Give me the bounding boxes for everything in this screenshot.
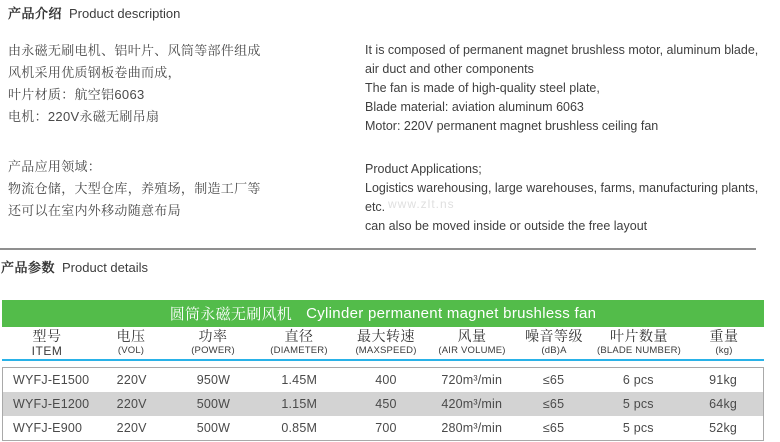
- cell-diameter: 0.85M: [281, 421, 318, 435]
- cell-noise: ≤65: [542, 397, 565, 411]
- cell-airvolume: 280m³/min: [441, 421, 503, 435]
- watermark: www.zlt.ns: [388, 197, 455, 211]
- column-header-noise: [514, 329, 594, 357]
- section-title-product-details: [1, 257, 148, 276]
- column-header-en: ITEM: [31, 344, 63, 358]
- table-banner: [2, 300, 764, 327]
- cell-diameter: 1.45M: [281, 373, 318, 387]
- column-header-zh: 功率: [198, 328, 228, 344]
- cell-weight: 52kg: [709, 421, 738, 435]
- cell-item: WYFJ-E900: [13, 421, 83, 435]
- intro-text-en: [365, 41, 758, 136]
- intro-en-line: Motor: 220V permanent magnet brushless ceiling fan: [365, 119, 659, 133]
- cell-power: 500W: [196, 421, 231, 435]
- column-header-voltage: [92, 329, 170, 357]
- applications-zh-line: 物流仓储，大型仓库，养殖场，制造工厂等: [8, 181, 261, 196]
- header-accent-line: [2, 359, 764, 361]
- applications-en-line: Logistics warehousing, large warehouses, farms, manufacturing plants, etc.: [365, 181, 759, 214]
- table-banner-en: Cylinder permanent magnet brushless fan: [306, 305, 597, 322]
- cell-power: 950W: [196, 373, 231, 387]
- cell-bladenumber: 5 pcs: [622, 421, 654, 435]
- column-header-zh: 电压: [116, 328, 146, 344]
- column-header-zh: 风量: [457, 328, 487, 344]
- cell-maxspeed: 400: [375, 373, 397, 387]
- cell-maxspeed: 450: [375, 397, 397, 411]
- section-title-product-description: [8, 3, 180, 22]
- cell-weight: 64kg: [709, 397, 738, 411]
- column-header-zh: 最大转速: [357, 328, 415, 344]
- table-header-row: [2, 327, 764, 359]
- cell-weight: 91kg: [709, 373, 738, 387]
- section-title-zh: 产品参数: [1, 260, 56, 275]
- applications-en-line: can also be moved inside or outside the free layout: [365, 219, 648, 233]
- applications-zh-line: 还可以在室内外移动随意布局: [8, 203, 181, 218]
- column-header-airvolume: [430, 329, 514, 357]
- cell-noise: ≤65: [542, 421, 565, 435]
- cell-airvolume: 420m³/min: [441, 397, 503, 411]
- column-header-zh: 噪音等级: [525, 328, 583, 344]
- intro-zh-line: 由永磁无刷电机、铝叶片、风筒等部件组成: [8, 43, 261, 58]
- cell-voltage: 220V: [116, 421, 147, 435]
- cell-bladenumber: 6 pcs: [622, 373, 654, 387]
- cell-bladenumber: 5 pcs: [622, 397, 654, 411]
- product-parameters-table: [2, 300, 764, 441]
- section-title-en: Product description: [69, 6, 181, 21]
- column-header-en: (DIAMETER): [270, 345, 328, 356]
- column-header-en: (kg): [715, 345, 733, 356]
- applications-text-en: [365, 160, 780, 236]
- cell-airvolume: 720m³/min: [441, 373, 503, 387]
- intro-en-line: Blade material: aviation aluminum 6063: [365, 100, 584, 114]
- column-header-power: [170, 329, 256, 357]
- table-body: [2, 367, 764, 441]
- intro-zh-line: 风机采用优质钢板卷曲而成，: [8, 65, 181, 80]
- intro-zh-line: 叶片材质：航空铝6063: [8, 87, 145, 102]
- cell-noise: ≤65: [542, 373, 565, 387]
- table-banner-zh: 圆筒永磁无刷风机: [169, 306, 293, 323]
- cell-voltage: 220V: [116, 373, 147, 387]
- applications-en-line: Product Applications;: [365, 162, 482, 176]
- column-header-item: [2, 329, 92, 357]
- section-title-en: Product details: [62, 260, 149, 275]
- column-header-en: (MAXSPEED): [355, 345, 417, 356]
- applications-zh-line: 产品应用领域：: [8, 159, 102, 174]
- column-header-zh: 重量: [709, 328, 739, 344]
- cell-voltage: 220V: [116, 397, 147, 411]
- column-header-zh: 型号: [32, 328, 62, 344]
- intro-en-line: It is composed of permanent magnet brushless motor, aluminum blade,: [365, 43, 759, 57]
- intro-zh-line: 电机：220V永磁无刷吊扇: [8, 109, 160, 124]
- column-header-maxspeed: [342, 329, 430, 357]
- column-header-en: (VOL): [117, 345, 145, 356]
- table-row: [3, 368, 763, 392]
- column-header-zh: 叶片数量: [610, 328, 668, 344]
- cell-power: 500W: [196, 397, 231, 411]
- intro-text-zh: [8, 40, 261, 128]
- column-header-en: (AIR VOLUME): [438, 345, 506, 356]
- column-header-en: (BLADE NUMBER): [596, 345, 682, 356]
- table-row: [3, 392, 763, 416]
- intro-en-line: air duct and other components: [365, 62, 534, 76]
- table-row: [3, 416, 763, 440]
- cell-item: WYFJ-E1500: [13, 373, 90, 387]
- section-divider-line: [0, 248, 756, 250]
- column-header-en: (dB)A: [541, 345, 567, 356]
- intro-en-line: The fan is made of high-quality steel plate,: [365, 81, 600, 95]
- cell-item: WYFJ-E1200: [13, 397, 90, 411]
- column-header-en: (POWER): [191, 345, 235, 356]
- applications-text-zh: [8, 156, 261, 222]
- column-header-weight: [684, 329, 764, 357]
- column-header-bladenumber: [594, 329, 684, 357]
- cell-maxspeed: 700: [375, 421, 397, 435]
- column-header-diameter: [256, 329, 342, 357]
- cell-diameter: 1.15M: [281, 397, 318, 411]
- column-header-zh: 直径: [284, 328, 314, 344]
- section-title-zh: 产品介绍: [8, 6, 63, 21]
